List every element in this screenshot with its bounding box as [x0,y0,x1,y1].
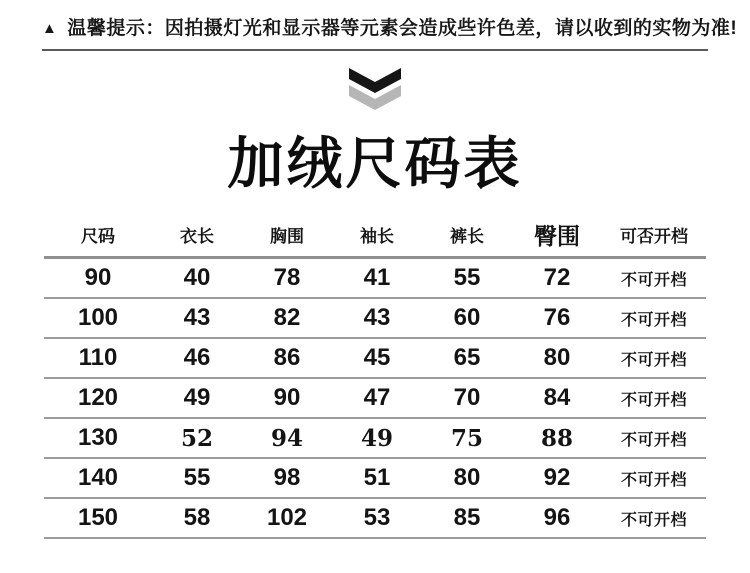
cell-hip: 80 [543,344,571,371]
cell-bust: 82 [273,304,301,331]
cell-size: 140 [77,464,119,491]
size-table [44,212,706,539]
cell-garment-length: 58 [183,504,211,531]
page-title: 加绒尺码表 [227,132,523,195]
cell-crotch-open: 不可开档 [620,311,687,329]
cell-pants-length: 55 [453,264,481,291]
cell-bust: 78 [273,264,301,291]
cell-sleeve-length: 51 [363,464,391,491]
cell-crotch-open: 不可开档 [620,391,687,409]
table-row [44,418,706,458]
cell-sleeve-length: 47 [363,384,391,411]
cell-crotch-open: 不可开档 [620,471,687,489]
cell-size: 110 [78,344,118,371]
cell-pants-length: 60 [453,304,481,331]
cell-hip: 84 [543,384,571,411]
warning-tip [42,0,738,51]
cell-size: 120 [77,384,119,411]
cell-pants-length: 85 [453,504,481,531]
cell-sleeve-length: 53 [363,504,391,531]
table-row [44,458,706,498]
cell-size: 130 [77,424,119,451]
cell-bust: 86 [273,344,301,371]
cell-garment-length: 52 [180,424,213,452]
header-sleeve-length: 袖长 [360,226,394,246]
header-pants-length: 裤长 [450,226,484,246]
cell-hip: 88 [540,424,573,452]
cell-bust: 98 [273,464,301,491]
table-row [44,258,706,299]
table-row [44,298,706,338]
warning-text: 温馨提示：因拍摄灯光和显示器等元素会造成些许色差，请以收到的实物为准! [67,18,738,39]
double-chevron-down-icon [0,68,750,112]
cell-hip: 72 [543,264,571,291]
cell-hip: 96 [543,504,571,531]
cell-sleeve-length: 45 [363,344,391,371]
cell-bust: 90 [273,384,301,411]
cell-pants-length: 65 [453,344,481,371]
cell-pants-length: 70 [453,384,481,411]
cell-garment-length: 43 [183,304,211,331]
cell-crotch-open: 不可开档 [620,271,687,289]
cell-garment-length: 40 [183,264,211,291]
header-hip: 臀围 [534,222,580,250]
cell-size: 150 [77,504,119,531]
cell-hip: 92 [543,464,571,491]
header-bust: 胸围 [270,226,304,246]
warning-triangle-icon: ▲ [42,20,58,37]
header-garment-length: 衣长 [180,226,214,246]
cell-pants-length: 80 [453,464,481,491]
cell-crotch-open: 不可开档 [620,511,687,529]
table-row [44,378,706,418]
cell-bust: 94 [270,424,303,452]
header-size: 尺码 [81,226,115,246]
cell-garment-length: 55 [183,464,211,491]
cell-crotch-open: 不可开档 [620,431,687,449]
header-crotch-open: 可否开档 [620,226,688,246]
cell-sleeve-length: 49 [360,424,393,452]
table-row [44,498,706,538]
cell-garment-length: 49 [183,384,211,411]
cell-crotch-open: 不可开档 [620,351,687,369]
cell-hip: 76 [543,304,571,331]
table-row [44,338,706,378]
cell-garment-length: 46 [183,344,211,371]
cell-sleeve-length: 41 [363,264,391,291]
cell-size: 90 [84,264,112,291]
cell-pants-length: 75 [450,424,483,452]
cell-bust: 102 [266,504,308,531]
table-header-row [44,212,706,258]
cell-sleeve-length: 43 [363,304,391,331]
cell-size: 100 [77,304,119,331]
